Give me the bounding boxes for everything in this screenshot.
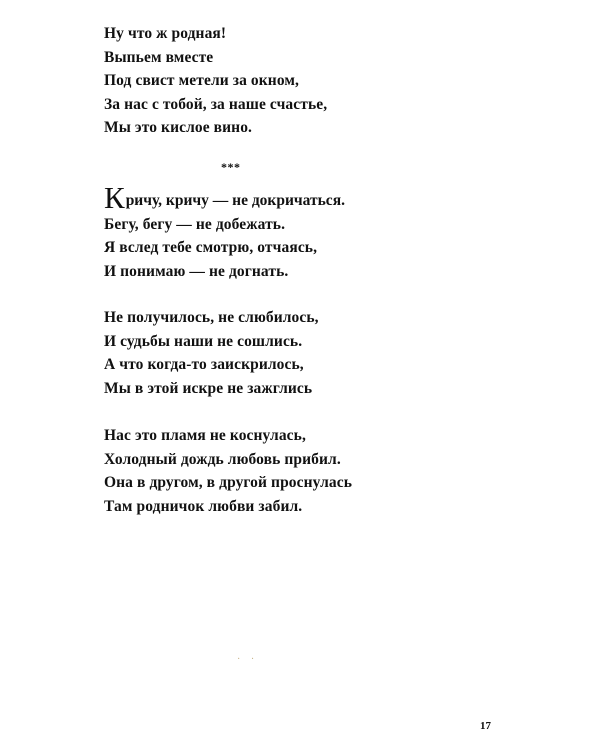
poem-line: Выпьем вместе bbox=[104, 48, 214, 66]
poem-line: Мы в этой искре не зажглись bbox=[104, 379, 313, 397]
poem-line: Под свист метели за окном, bbox=[104, 72, 300, 89]
poem-line: Бегу, бегу — не добежать. bbox=[104, 215, 286, 233]
poem-line: Холодный дождь любовь прибил. bbox=[104, 450, 341, 468]
poem-line: Не получилось, не слюбилось, bbox=[104, 309, 319, 326]
poem-line: Я вслед тебе смотрю, отчаясь, bbox=[104, 239, 318, 256]
stanza-4 bbox=[104, 424, 352, 518]
print-specks: · · bbox=[237, 654, 259, 665]
stanza-1 bbox=[104, 22, 327, 140]
poem-line: За нас с тобой, за наше счастье, bbox=[104, 95, 328, 113]
page-number: 17 bbox=[480, 720, 491, 732]
poem-line: И судьбы наши не сошлись. bbox=[104, 332, 303, 350]
poem-first-line-rest: ричу, кричу — не докричаться. bbox=[125, 192, 345, 209]
stanza-3 bbox=[104, 306, 319, 400]
stanza-2 bbox=[104, 180, 345, 283]
poem-separator: *** bbox=[221, 160, 241, 174]
poem-line: Нас это пламя не коснулась, bbox=[104, 427, 306, 444]
poem-line: Там родничок любви забил. bbox=[104, 497, 303, 515]
poem-line: И понимаю — не догнать. bbox=[104, 262, 289, 280]
poem-line: А что когда-то заискрилось, bbox=[104, 356, 304, 373]
poem-line: Мы это кислое вино. bbox=[104, 119, 253, 136]
poem-line: Она в другом, в другой проснулась bbox=[104, 474, 353, 491]
poem-line: Ну что ж родная! bbox=[104, 25, 227, 42]
poem-first-line bbox=[104, 180, 345, 215]
drop-cap-letter: К bbox=[104, 180, 125, 215]
